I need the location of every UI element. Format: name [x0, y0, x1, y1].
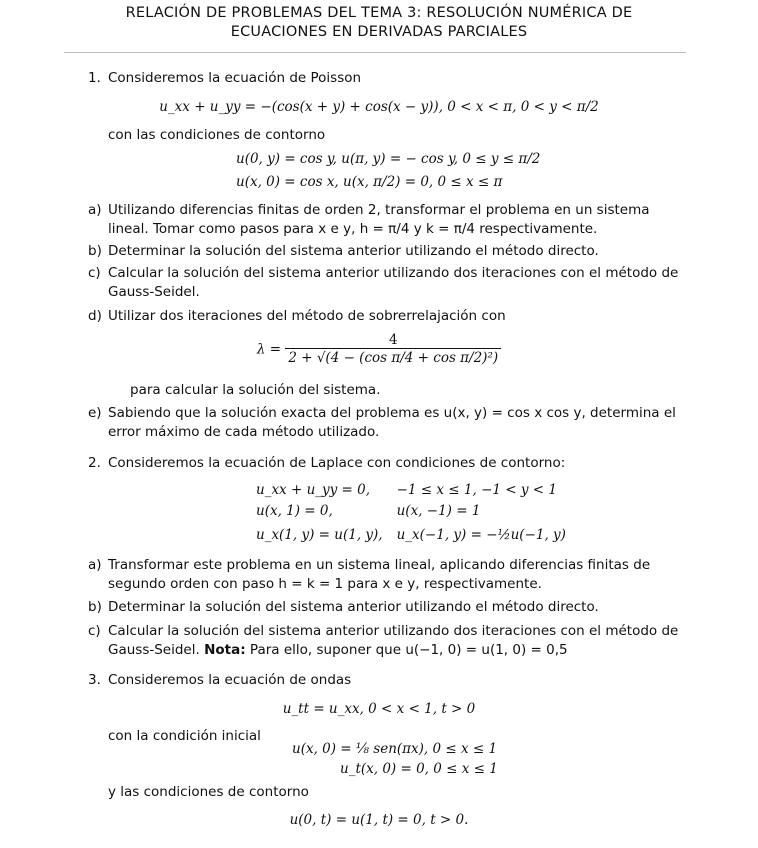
laplace-eq-2-left: u(x, 1) = 0,	[256, 503, 333, 519]
lambda-formula	[64, 332, 694, 367]
problem-1-number: 1.	[88, 70, 101, 86]
item-text: Calcular la solución del sistema anterior utilizando dos iteraciones con el método de Gauss-Seidel.	[108, 265, 679, 300]
item-text: Determinar la solución del sistema anterior utilizando el método directo.	[108, 599, 599, 615]
item-text: Utilizar dos iteraciones del método de sobrerrelajación con	[108, 308, 506, 324]
problem-1-item-b	[88, 242, 686, 261]
title-divider	[64, 52, 686, 53]
initial-condition-1: u(x, 0) = ⅛ sen(πx), 0 ≤ x ≤ 1	[292, 741, 498, 757]
initial-condition-intro: con la condición inicial	[108, 728, 261, 744]
page-title	[0, 4, 758, 42]
wave-boundary-condition	[64, 811, 694, 829]
initial-condition-2: u_t(x, 0) = 0, 0 ≤ x ≤ 1	[340, 761, 498, 777]
laplace-eq-2-right: u(x, −1) = 1	[396, 503, 481, 519]
item-label: e)	[88, 405, 102, 421]
boundary-intro-3: y las condiciones de contorno	[108, 784, 309, 800]
boundary-condition-2: u(x, 0) = cos x, u(x, π/2) = 0, 0 ≤ x ≤ π	[236, 174, 503, 190]
item-text: Transformar este problema en un sistema lineal, aplicando diferencias finitas de segundo orden con paso h = k = 1 para x e y, respectivamente.	[108, 557, 651, 592]
problem-3-number: 3.	[88, 672, 101, 688]
item-text: Sabiendo que la solución exacta del problema es u(x, y) = cos x cos y, determina el error máximo de cada método utilizado.	[108, 405, 676, 440]
laplace-eq-3-left: u_x(1, y) = u(1, y),	[256, 527, 383, 543]
poisson-equation	[64, 98, 694, 116]
title-line-1: RELACIÓN DE PROBLEMAS DEL TEMA 3: RESOLUCIÓN NUMÉRICA DE	[125, 5, 633, 21]
problem-1-item-e	[88, 404, 686, 442]
boundary-intro: con las condiciones de contorno	[108, 127, 326, 143]
wave-equation	[64, 700, 694, 718]
problem-1-item-c	[88, 264, 686, 302]
item-nota-label: Nota:	[204, 642, 246, 658]
problem-1-item-d-after: para calcular la solución del sistema.	[130, 382, 381, 398]
problem-1-item-d	[88, 307, 686, 326]
item-label: a)	[88, 557, 102, 573]
item-label: b)	[88, 243, 102, 259]
laplace-eq-1-right: −1 ≤ x ≤ 1, −1 < y < 1	[396, 482, 557, 498]
problem-1-intro: Consideremos la ecuación de Poisson	[108, 70, 362, 86]
lambda-fraction	[285, 332, 501, 367]
item-text: Calcular la solución del sistema anterior utilizando dos iteraciones con el método de Gauss-Seidel.	[108, 623, 679, 658]
item-label: d)	[88, 308, 102, 324]
laplace-eq-1-left: u_xx + u_yy = 0,	[256, 482, 371, 498]
item-label: a)	[88, 202, 102, 218]
equation-text: u(0, t) = u(1, t) = 0, t > 0.	[289, 812, 469, 828]
problem-2-item-a	[88, 556, 686, 594]
problem-2-item-b	[88, 598, 686, 617]
equation-text: u_tt = u_xx, 0 < x < 1, t > 0	[282, 701, 476, 717]
item-label: c)	[88, 623, 101, 639]
equation-text: u_xx + u_yy = −(cos(x + y) + cos(x − y)), 0 < x < π, 0 < y < π/2	[159, 99, 599, 115]
laplace-eq-3-right: u_x(−1, y) = −½u(−1, y)	[396, 527, 566, 543]
lambda-denominator: 2 + √(4 − (cos π/4 + cos π/2)²)	[288, 350, 499, 366]
item-nota-text: Para ello, suponer que u(−1, 0) = u(1, 0) = 0,5	[249, 642, 568, 658]
item-text: Determinar la solución del sistema anterior utilizando el método directo.	[108, 243, 599, 259]
boundary-condition-1: u(0, y) = cos y, u(π, y) = − cos y, 0 ≤ y ≤ π/2	[236, 151, 541, 167]
item-label: b)	[88, 599, 102, 615]
item-text: Utilizando diferencias finitas de orden 2, transformar el problema en un sistema lineal. Tomar como pasos para x e y, h = π/4 y k = π/4 respectivamente.	[108, 202, 650, 237]
problem-2-number: 2.	[88, 455, 101, 471]
problem-2-intro: Consideremos la ecuación de Laplace con condiciones de contorno:	[108, 455, 566, 471]
problem-1-item-a	[88, 201, 686, 239]
title-line-2: ECUACIONES EN DERIVADAS PARCIALES	[230, 24, 528, 40]
problem-3-intro: Consideremos la ecuación de ondas	[108, 672, 352, 688]
item-label: c)	[88, 265, 101, 281]
laplace-system	[256, 480, 566, 548]
lambda-numerator: 4	[285, 332, 501, 349]
problem-2-item-c	[88, 622, 686, 660]
lambda-lhs: λ =	[256, 341, 282, 358]
